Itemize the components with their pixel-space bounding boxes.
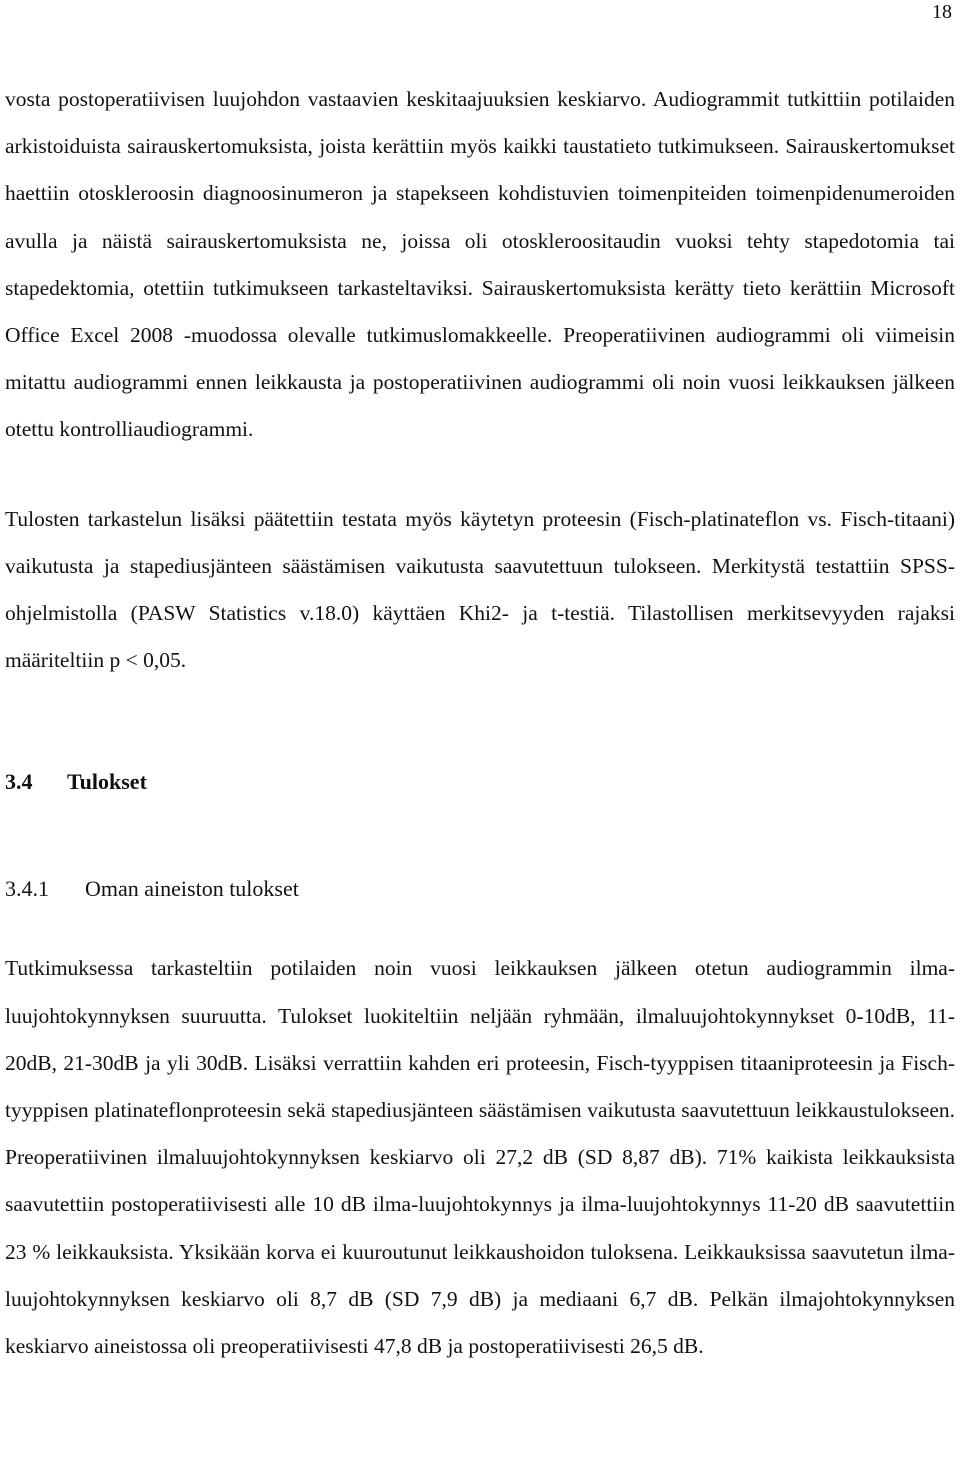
subsection-heading <box>5 865 955 912</box>
section-number: 3.4 <box>5 769 33 795</box>
paragraph-statistics: Tulosten tarkastelun lisäksi päätettiin testata myös käytetyn proteesin (Fisch-platinateflon vs. Fisch-titaani) vaikutusta ja stapediusjänteen säästämisen vaikutusta saavutettuun tulokseen. Merkitystä testattiin SPSS-ohjelmistolla (PASW Statistics v.18.0) käyttäen Khi2- ja t-testiä. Tilastollisen merkitsevyyden rajaksi määriteltiin p < 0,05. <box>5 506 955 673</box>
subsection-title: Oman aineiston tulokset <box>85 876 299 902</box>
page-body <box>5 76 955 1370</box>
section-title: Tulokset <box>67 769 147 795</box>
paragraph-results: Tutkimuksessa tarkasteltiin potilaiden noin vuosi leikkauksen jälkeen otetun audiogrammin ilma-luujohtokynnyksen suuruutta. Tulokset luokiteltiin neljään ryhmään, ilmaluujohtokynnykset 0-10dB, 11-20dB, 21-30dB ja yli 30dB. Lisäksi verrattiin kahden eri proteesin, Fisch-tyyppisen titaaniproteesin ja Fisch-tyyppisen platinateflonproteesin sekä stapediusjänteen säästämisen vaikutusta saavutettuun leikkaustulokseen. Preoperatiivinen ilmaluujohtokynnyksen keskiarvo oli 27,2 dB (SD 8,87 dB). 71% kaikista leikkauksista saavutettiin postoperatiivisesti alle 10 dB ilma-luujohtokynnys ja ilma-luujohtokynnys 11-20 dB saavutettiin 23 % leikkauksista. Yksikään korva ei kuuroutunut leikkaushoidon tuloksena. Leikkauksissa saavutetun ilma-luujohtokynnyksen keskiarvo oli 8,7 dB (SD 7,9 dB) ja mediaani 6,7 dB. Pelkän ilmajohtokynnyksen keskiarvo aineistossa oli preoperatiivisesti 47,8 dB ja postoperatiivisesti 26,5 dB. <box>5 956 955 1359</box>
subsection-number: 3.4.1 <box>5 876 49 902</box>
section-heading <box>5 758 955 805</box>
page-number: 18 <box>932 1 952 23</box>
paragraph-methods: vosta postoperatiivisen luujohdon vastaavien keskitaajuuksien keskiarvo. Audiogrammit tutkittiin potilaiden arkistoiduista sairauskertomuksista, joista kerättiin myös kaikki taustatieto tutkimukseen. Sairauskertomukset haettiin otoskleroosin diagnoosinumeron ja stapekseen kohdistuvien toimenpiteiden toimenpidenumeroiden avulla ja näistä sairauskertomuksista ne, joissa oli otoskleroositaudin vuoksi tehty stapedotomia tai stapedektomia, otettiin tutkimukseen tarkasteltaviksi. Sairauskertomuksista kerätty tieto kerättiin Microsoft Office Excel 2008 -muodossa olevalle tutkimuslomakkeelle. Preoperatiivinen audiogrammi oli viimeisin mitattu audiogrammi ennen leikkausta ja postoperatiivinen audiogrammi oli noin vuosi leikkauksen jälkeen otettu kontrolliaudiogrammi. <box>5 87 955 442</box>
